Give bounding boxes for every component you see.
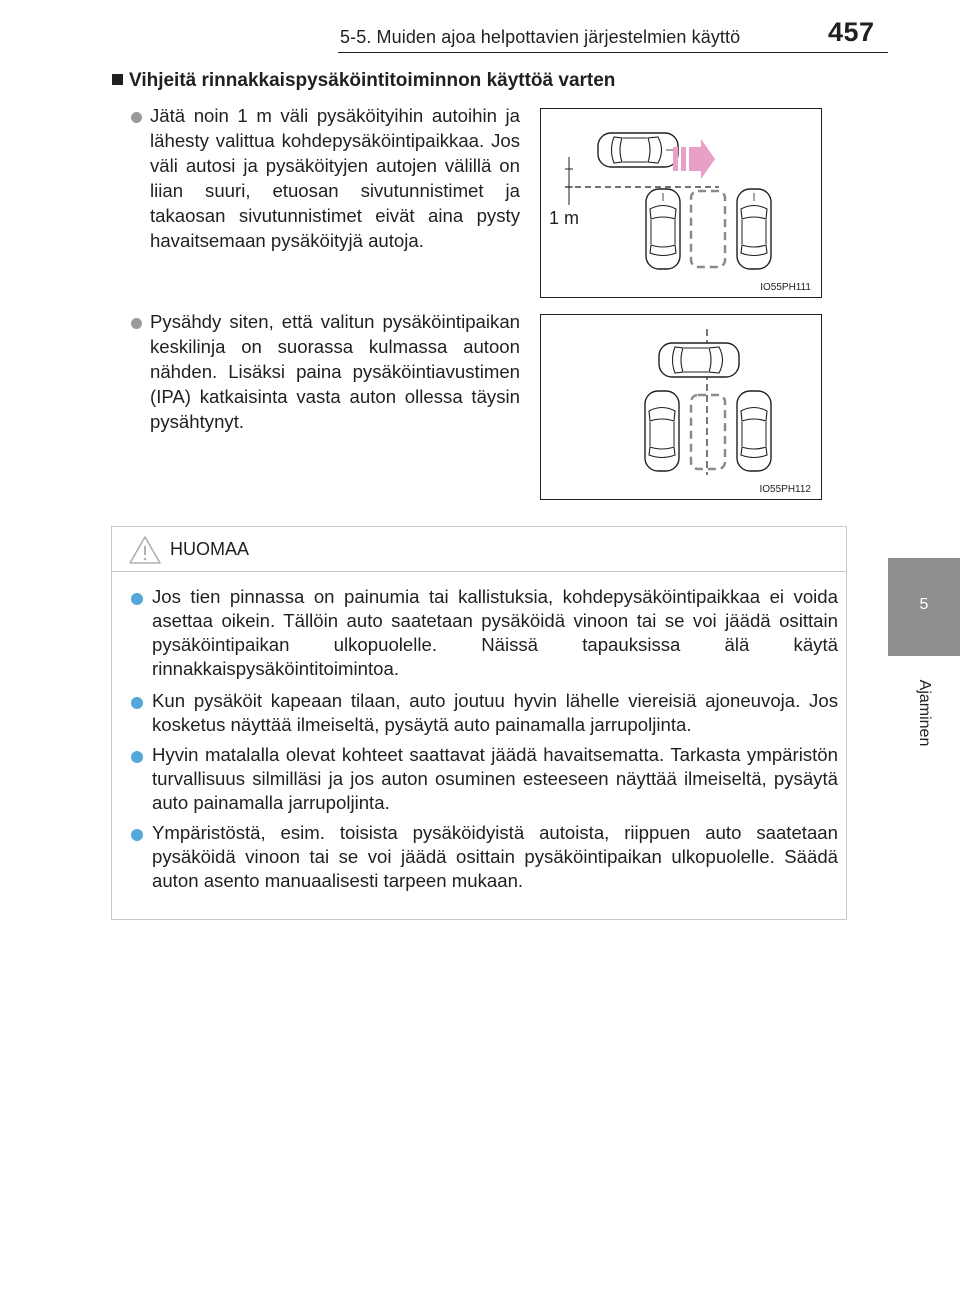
figure-parking-gap: [540, 108, 822, 298]
chapter-label: Ajaminen: [916, 679, 933, 747]
bullet-dot-icon: [131, 697, 143, 709]
chapter-number: 5: [919, 596, 929, 613]
tip-text-1: Jätä noin 1 m väli pysäköityihin autoihin ja lähesty valittua kohdepysäköintipaikkaa. Jos väli autosi ja pysäköityjen autojen välillä on liian suuri, etuosan sivutunnistimet ja takaosan sivutunnistimet eivät aina pysty havaitsemaan pysäköityjä autoja.: [150, 105, 520, 251]
section-heading-text: Vihjeitä rinnakkaispysäköintitoiminnon käyttöä varten: [129, 70, 616, 91]
figure-code: IO55PH112: [759, 484, 811, 495]
figure-code: IO55PH111: [760, 282, 811, 293]
parking-gap-diagram: [541, 109, 821, 297]
notice-item-2: Kun pysäköit kapeaan tilaan, auto joutuu hyvin lähelle viereisiä ajoneuvoja. Jos kosketus näyttää ilmeiseltä, pysäytä auto painamalla jarrupoljinta.: [152, 690, 838, 735]
parked-car-icon: [737, 391, 771, 471]
bullet-dot-icon: [131, 751, 143, 763]
bullet-dot-icon: [131, 112, 142, 123]
centerline-diagram: [541, 315, 821, 499]
parked-car-icon: [646, 189, 680, 269]
parked-car-icon: [645, 391, 679, 471]
chapter-tab: [888, 558, 960, 656]
moving-car-icon: [598, 133, 678, 167]
figure-centerline: [540, 314, 822, 500]
bullet-dot-icon: [131, 318, 142, 329]
notice-item-3: Hyvin matalalla olevat kohteet saattavat jäädä havaitsematta. Tarkasta ympäristön turvallisuus silmilläsi ja jos auton osuminen esteeseen näyttää ilmeiseltä, pysäytä auto painamalla jarrupoljinta.: [152, 744, 838, 813]
notice-item-4: Ympäristöstä, esim. toisista pysäköidyistä autoista, riippuen auto saatetaan pysäköidä vinoon tai se voi jäädä osittain pysäköintipaikan ulkopuolelle. Säädä auton asento manuaalisesti tarpeen mukaan.: [152, 822, 838, 891]
page-number: 457: [828, 17, 875, 47]
notice-title: HUOMAA: [170, 539, 250, 559]
warning-triangle-icon: [128, 535, 162, 565]
square-bullet-icon: [112, 74, 123, 85]
gap-label: 1 m: [549, 208, 580, 228]
direction-arrow-icon: [673, 139, 715, 179]
bullet-dot-icon: [131, 829, 143, 841]
bullet-dot-icon: [131, 593, 143, 605]
target-space-outline: [691, 191, 725, 267]
stopped-car-icon: [659, 343, 739, 377]
notice-item-1: Jos tien pinnassa on painumia tai kallistuksia, kohdepysäköintipaikkaa ei voida asettaa oikein. Tällöin auto saatetaan pysäköidä vinoon tai se voi jäädä osittain pysäköintipaikan ulkopuolelle. Näissä tapauksissa älä käytä rinnakkaispysäköintitoimintoa.: [152, 586, 838, 679]
tip-text-2: Pysähdy siten, että valitun pysäköintipaikan keskilinja on suorassa kulmassa autoon nähden. Lisäksi paina pysäköintiavustimen (IPA) katkaisinta vasta auton ollessa täysin pysähtynyt.: [150, 311, 520, 432]
notice-header: [112, 527, 846, 572]
section-heading: [112, 70, 615, 92]
parked-car-icon: [737, 189, 771, 269]
header-rule: [338, 52, 888, 53]
header-section-title: 5-5. Muiden ajoa helpottavien järjestelmien käyttö: [340, 27, 741, 47]
target-space-outline: [691, 395, 725, 469]
notice-box: [111, 526, 847, 920]
